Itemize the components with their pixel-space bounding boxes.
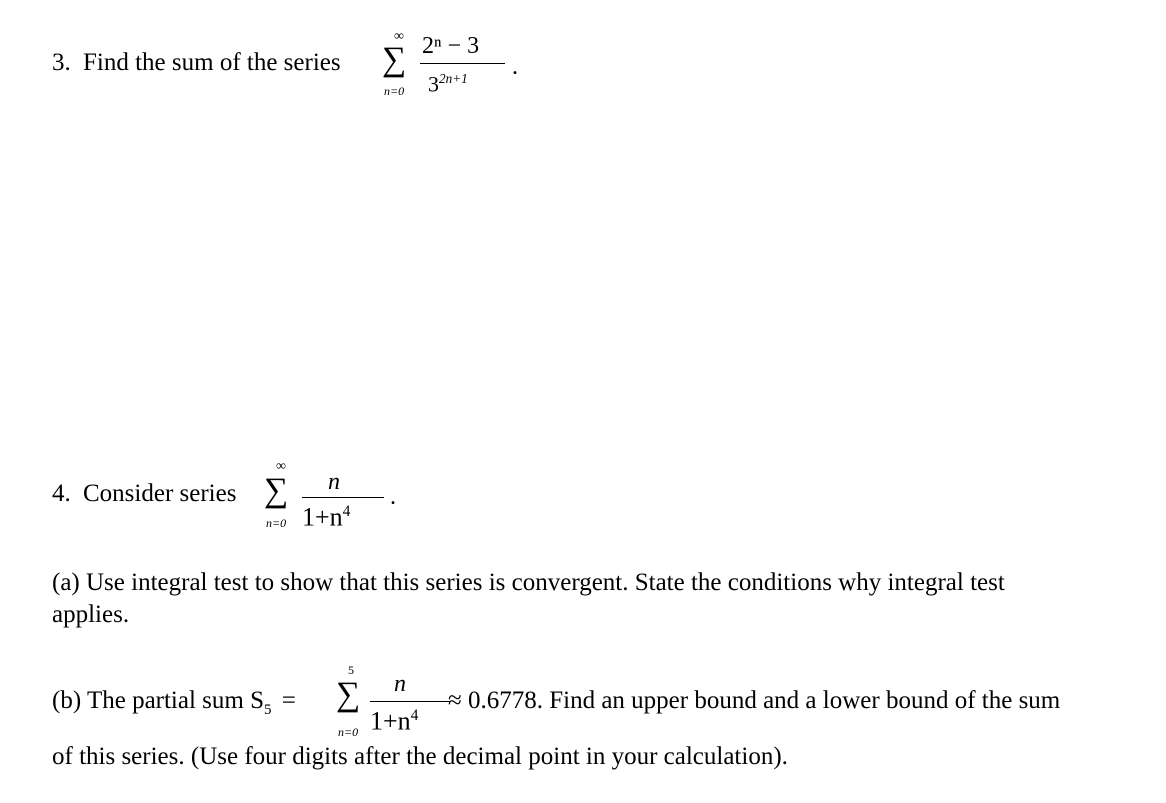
series-numerator: 2ⁿ − 3 — [422, 33, 480, 59]
part-a-line-1: (a) Use integral test to show that this series is convergent. State the conditions why integral test — [52, 569, 1005, 596]
period: . — [390, 484, 396, 510]
period: . — [512, 54, 518, 80]
fraction-bar — [302, 497, 384, 498]
problem-4-series — [262, 459, 396, 535]
series-denominator: $1+n^4$ — [302, 502, 351, 532]
problem-4-statement — [52, 481, 236, 506]
problem-3-statement — [52, 50, 341, 75]
problem-4-text: Consider series — [83, 480, 237, 507]
problem-3-series — [380, 30, 520, 105]
problem-3-text: Find the sum of the series — [83, 49, 341, 76]
sum-upper-limit: 5 — [348, 663, 354, 677]
sigma-symbol: ∑ — [264, 472, 289, 509]
sum-upper-limit: ∞ — [394, 29, 404, 44]
part-b-line-2: of this series. (Use four digits after the decimal point in your calculation). — [52, 743, 788, 770]
series-numerator: n — [394, 671, 406, 697]
sigma-symbol: ∑ — [336, 676, 361, 713]
fraction-bar — [370, 701, 450, 702]
series-numerator: n — [328, 469, 340, 495]
part-b-suffix: ≈ 0.6778. Find an upper bound and a lower bound of the sum — [448, 687, 1061, 714]
sum-lower-limit: n=0 — [384, 84, 405, 98]
problem-3-number: 3. — [52, 49, 71, 76]
sum-lower-limit: n=0 — [338, 725, 359, 739]
sigma-symbol: ∑ — [382, 41, 407, 78]
series-denominator: $1+n^4$ — [370, 706, 419, 736]
sum-upper-limit: ∞ — [276, 459, 286, 474]
fraction-bar — [420, 63, 505, 64]
part-a-line-2: applies. — [52, 601, 130, 628]
part-b-series — [334, 664, 444, 744]
sum-lower-limit: n=0 — [266, 516, 287, 530]
part-b-prefix: (b) The partial sum $S_5$ = — [52, 687, 296, 718]
problem-4-number: 4. — [52, 480, 71, 507]
series-denominator: $3^{2n+1}$ — [428, 71, 468, 97]
